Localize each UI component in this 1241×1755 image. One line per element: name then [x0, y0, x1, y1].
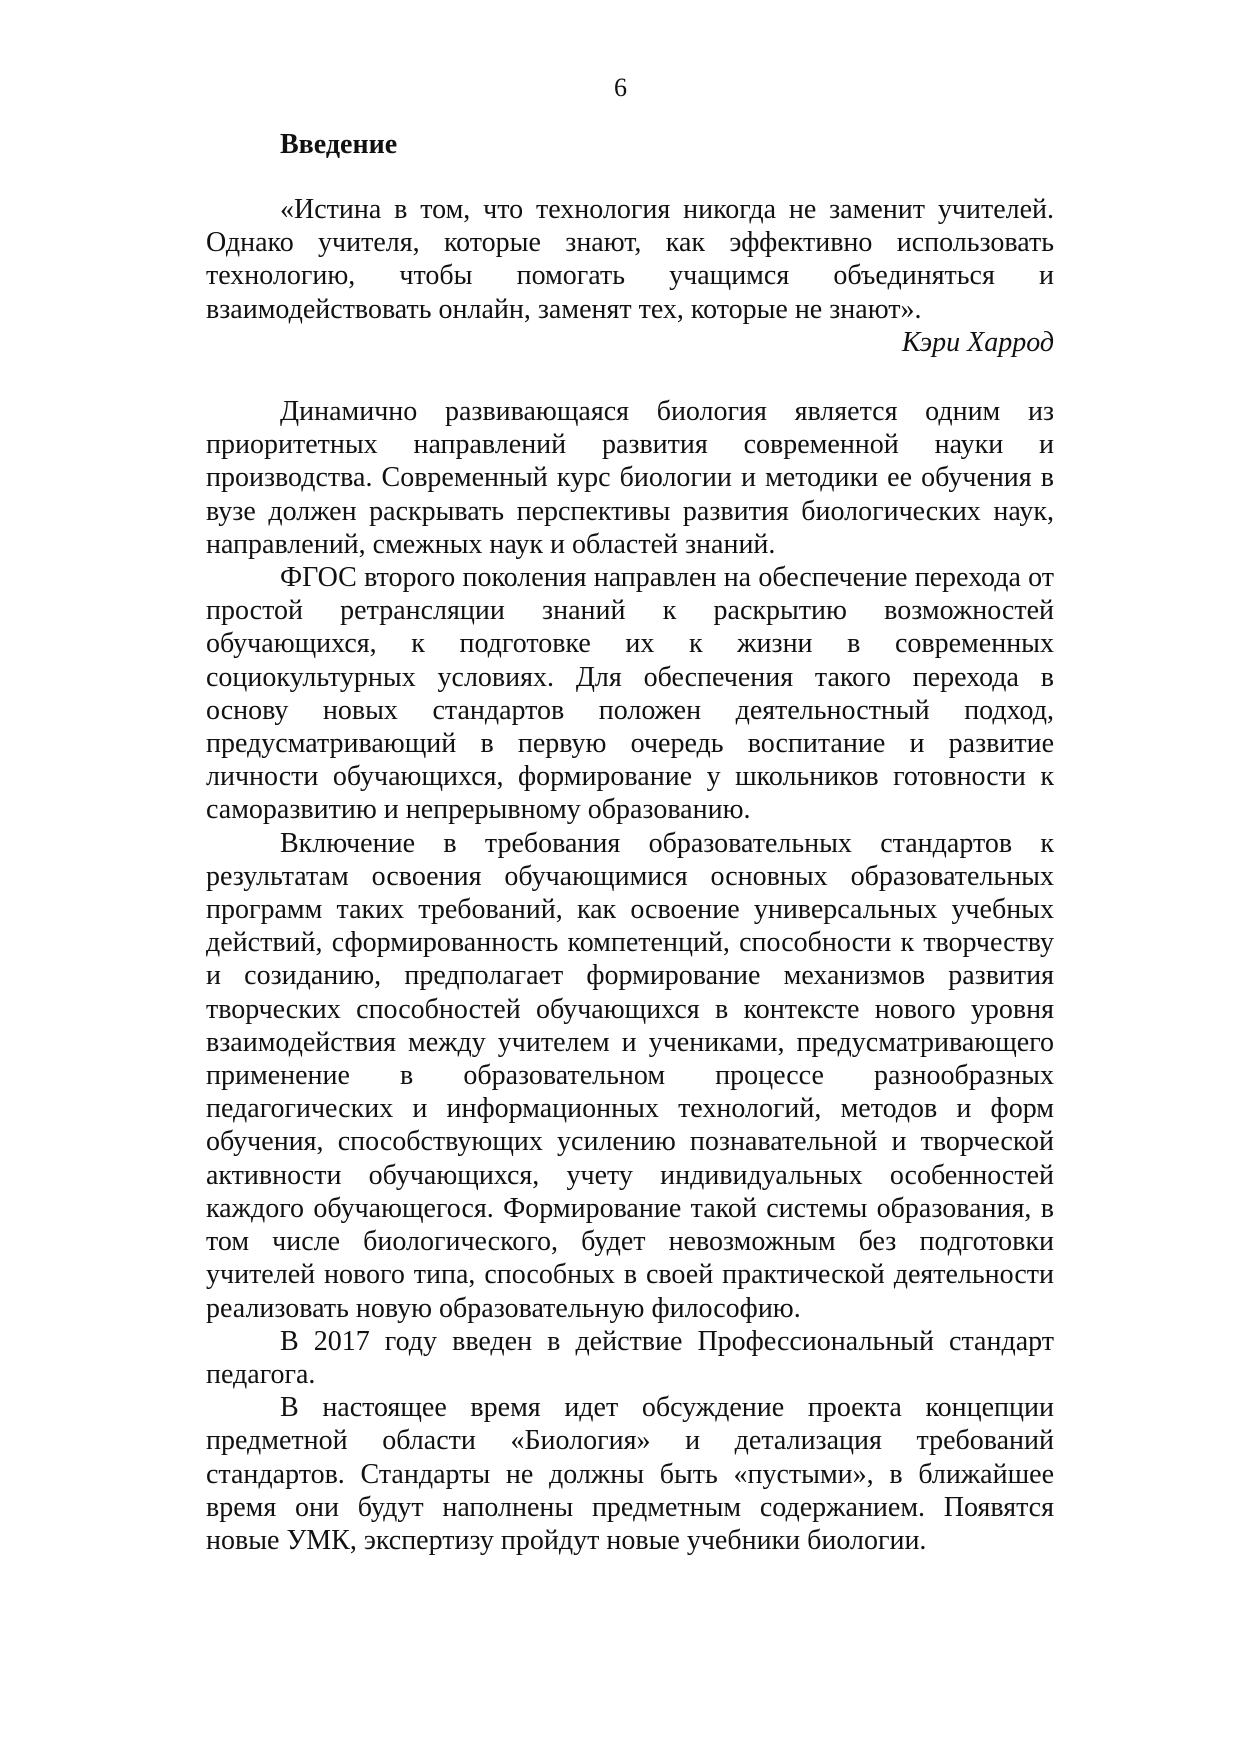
epigraph [206, 193, 1054, 359]
paragraph: В 2017 году введен в действие Профессиональный стандарт педагога. [206, 1325, 1054, 1390]
body-text [206, 395, 1054, 1557]
paragraph: ФГОС второго поколения направлен на обеспечение перехода от простой ретрансляции знаний к раскрытию возможностей обучающихся, к подготовке их к жизни в современных социокультурных условиях. Для обеспечения такого перехода в основу новых стандартов положен деятельностный подход, предусматривающий в первую очередь воспитание и развитие личности обучающихся, формирование у школьников готовности к саморазвитию и непрерывному образованию. [206, 562, 1054, 826]
section-heading: Введение [280, 129, 398, 160]
paragraph: Включение в требования образовательных стандартов к результатам освоения обучающимися основных образовательных программ таких требований, как освоение универсальных учебных действий, сформированность компетенций, способности к творчеству и созиданию, предполагает формирование механизмов развития творческих способностей обучающихся в контексте нового уровня взаимодействия между учителем и учениками, предусматривающего применение в образовательном процессе разнообразных педагогических и информационных технологий, методов и форм обучения, способствующих усилению познавательной и творческой активности обучающихся, учету индивидуальных особенностей каждого обучающегося. Формирование такой системы образования, в том числе биологического, будет невозможным без подготовки учителей нового типа, способных в своей практической деятельности реализовать новую образовательную философию. [206, 827, 1054, 1324]
page-content [206, 128, 1054, 1557]
paragraph: В настоящее время идет обсуждение проекта концепции предметной области «Биология» и детализация требований стандартов. Стандарты не должны быть «пустыми», в ближайшее время они будут наполнены предметным содержанием. Появятся новые УМК, экспертизу пройдут новые учебники биологии. [206, 1392, 1054, 1556]
paragraph: Динамично развивающаяся биология является одним из приоритетных направлений развития современной науки и производства. Современный курс биологии и методики ее обучения в вузе должен раскрывать перспективы развития биологических наук, направлений, смежных наук и областей знаний. [206, 396, 1054, 560]
epigraph-quote: «Истина в том, что технология никогда не заменит учителей. Однако учителя, которые знают, как эффективно использовать технологию, чтобы помогать учащимся объединяться и взаимодействовать онлайн, заменят тех, которые не знают». [206, 194, 1054, 325]
page-number: 6 [614, 73, 627, 102]
epigraph-author: Кэри Харрод [901, 326, 1054, 358]
